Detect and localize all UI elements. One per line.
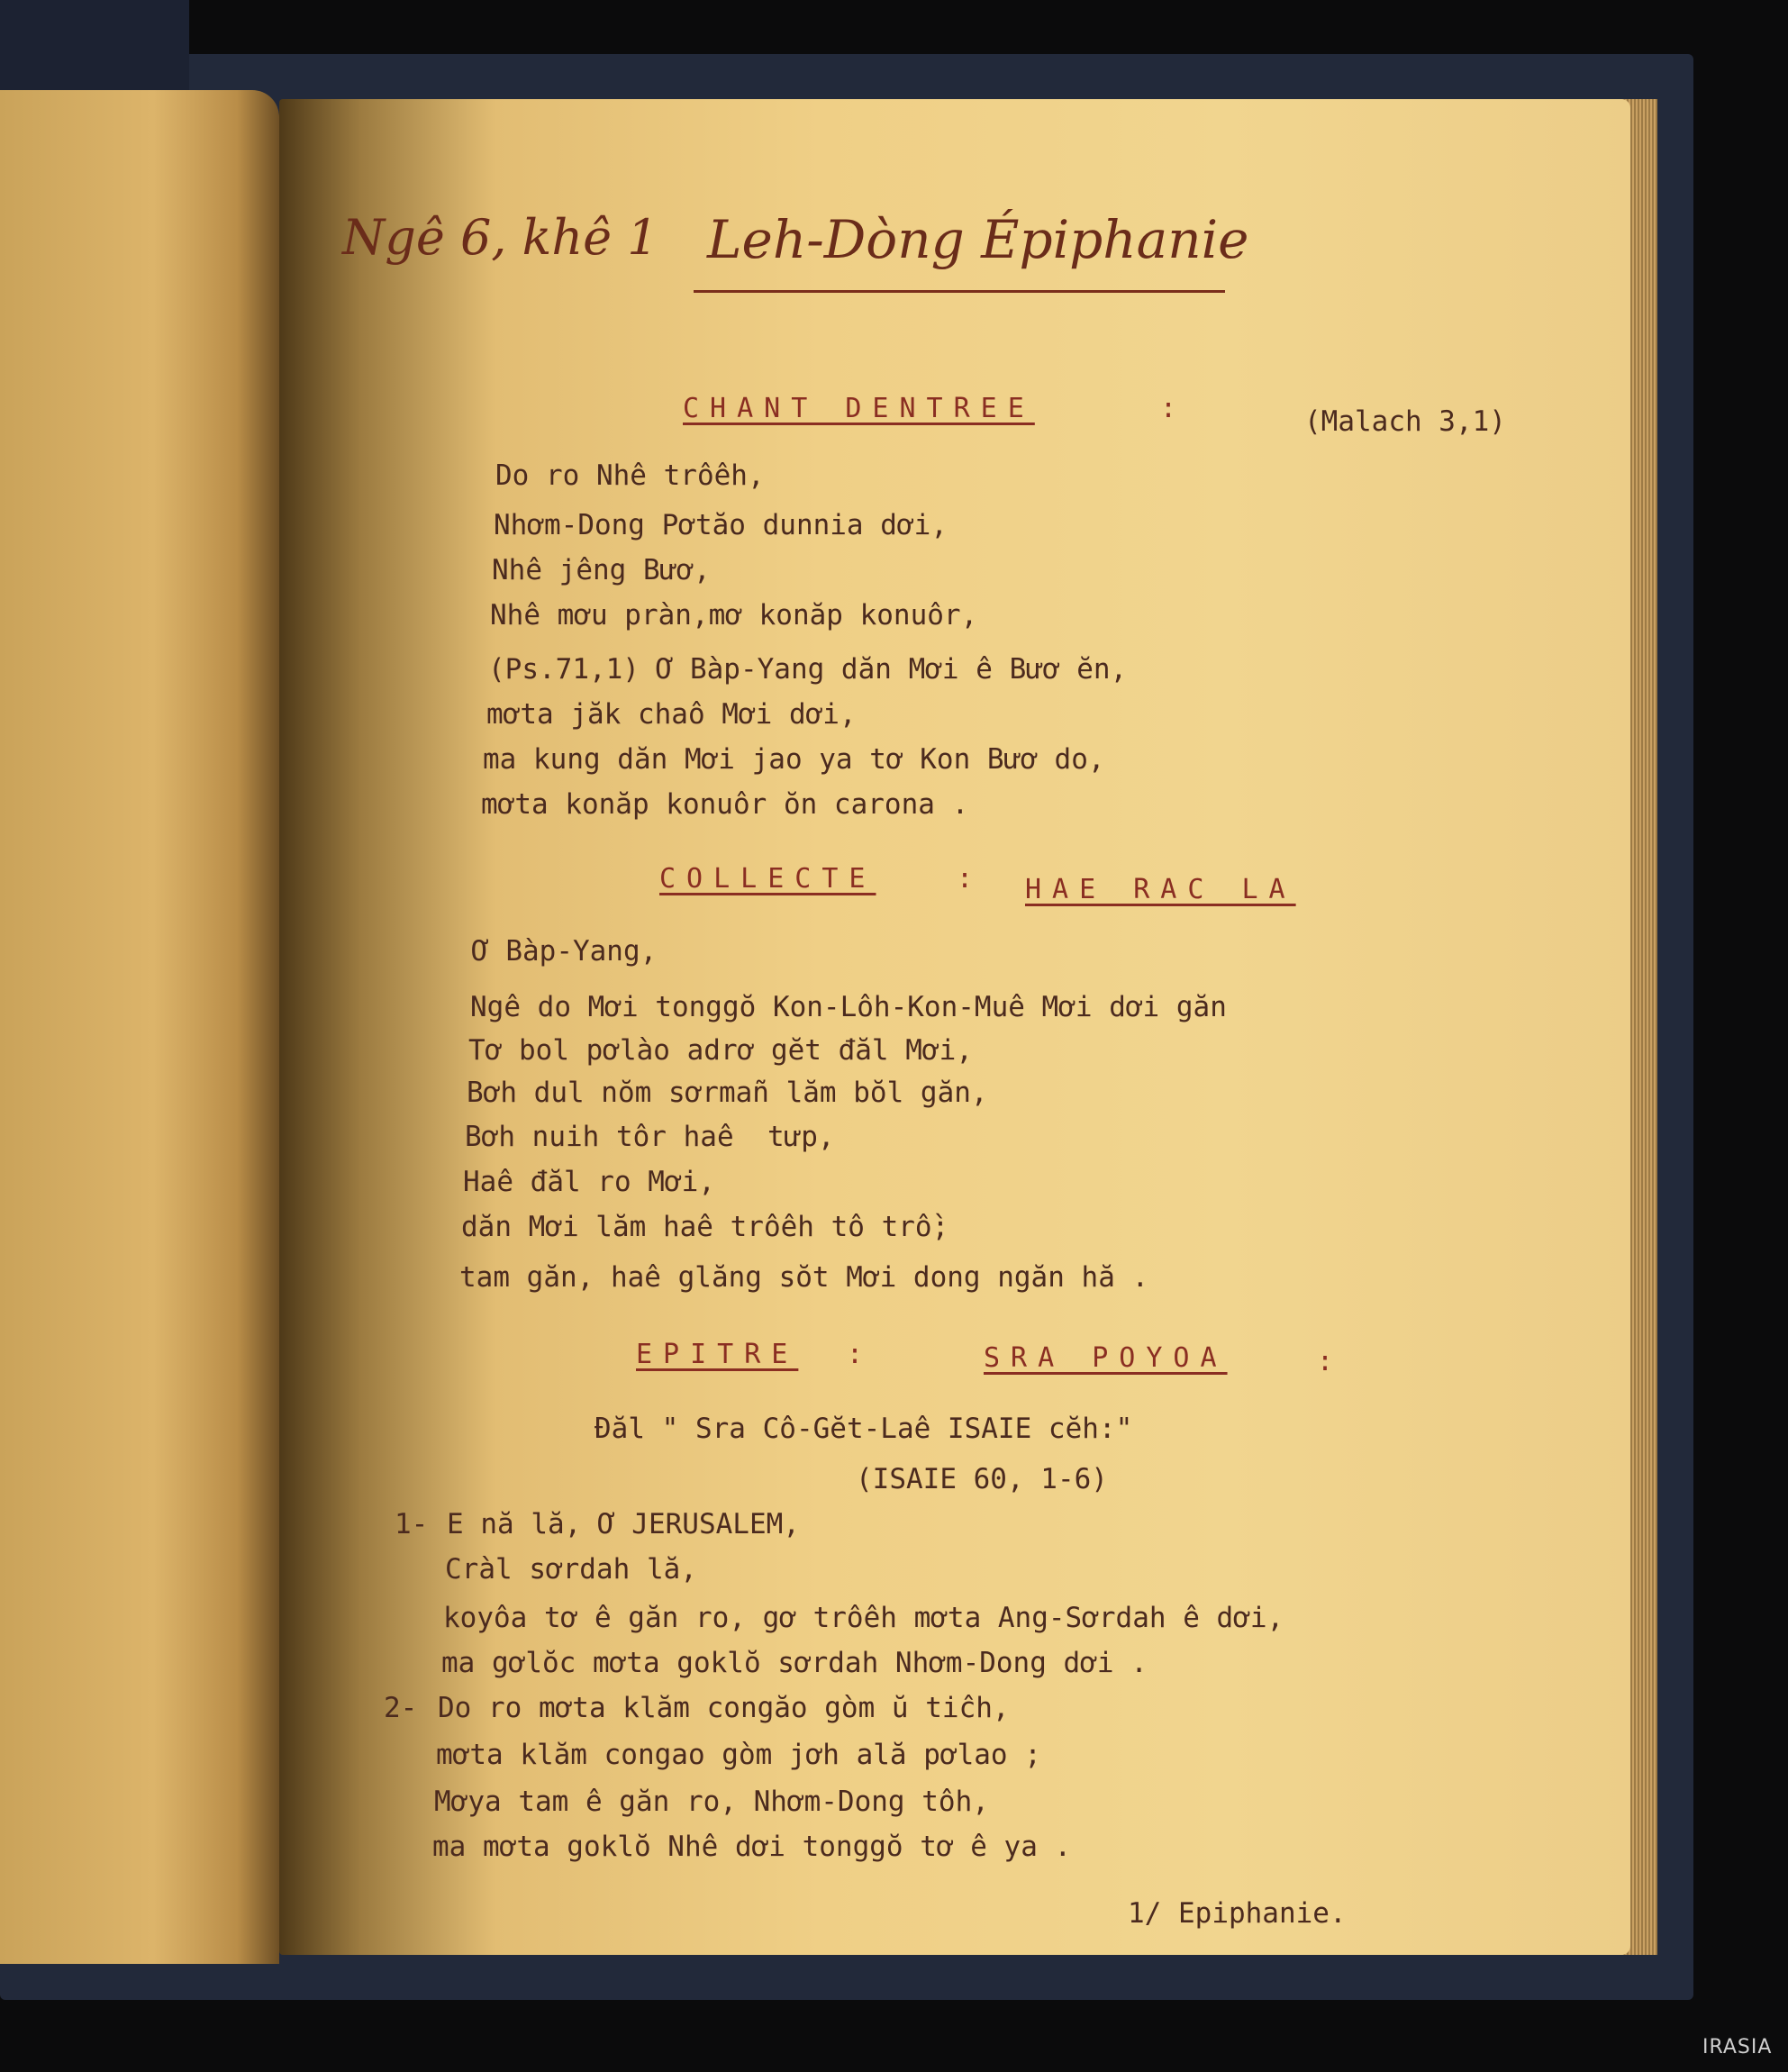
- epitre-heading: EPITRE: [636, 1339, 799, 1370]
- title-underline: [694, 290, 1225, 293]
- verse-line: ma gơlŏc mơta goklŏ sơrdah Nhơm-Dong dơi .: [441, 1647, 1148, 1679]
- epitre-colon-2: :: [1317, 1346, 1334, 1377]
- chant-line: Nhơm-Dong Pơtăo dunnia dơi,: [494, 509, 948, 541]
- collecte-line: Ngê do Mơi tonggŏ Kon-Lôh-Kon-Muê Mơi dơi găn: [470, 991, 1227, 1023]
- epitre-subheading: SRA POYOA: [984, 1342, 1228, 1374]
- verse-line: mơta klăm congao gòm jơh ală pơlao ;: [436, 1739, 1041, 1771]
- collecte-line: Haê đăl ro Mơi,: [463, 1166, 715, 1198]
- watermark: IRASIA: [1702, 2036, 1773, 2058]
- verse-line: Do ro mơta klăm congăo gòm ŭ tiĉh,: [438, 1692, 1010, 1724]
- collecte-line: Bơh nuih tôr haê tưp,: [465, 1121, 835, 1153]
- spine-shadow: [0, 0, 189, 90]
- verse-number: 2-: [384, 1692, 418, 1724]
- handwritten-note: Ngê 6, khê 1: [342, 209, 658, 266]
- epitre-reference: (ISAIE 60, 1-6): [856, 1463, 1108, 1495]
- chant-dentree-heading: CHANT DENTREE: [683, 393, 1035, 424]
- verse-line: E nă lă, Ơ JERUSALEM,: [447, 1508, 800, 1540]
- epitre-colon: :: [847, 1339, 864, 1370]
- collecte-heading: COLLECTE: [659, 863, 876, 895]
- verse-line: ma mơta goklŏ Nhê dơi tonggŏ tơ ê ya .: [432, 1831, 1072, 1863]
- chant-line: Nhê mơu pràn,mơ konăp konuôr,: [490, 599, 978, 632]
- collecte-line: Ơ Bàp-Yang,: [472, 935, 658, 968]
- chant-line: Do ro Nhê trôêh,: [495, 459, 765, 492]
- chant-line: mơta konăp konuôr ŏn carona .: [481, 788, 969, 821]
- verse-line: Cràl sơrdah lă,: [445, 1553, 697, 1586]
- handwritten-title: Leh-Dòng Épiphanie: [707, 209, 1249, 270]
- chant-line: (Ps.71,1) Ơ Bàp-Yang dăn Mơi ê Bươ ĕn,: [488, 653, 1128, 686]
- chant-dentree-reference: (Malach 3,1): [1304, 405, 1506, 438]
- left-page: [0, 90, 279, 1964]
- verse-line: Mơya tam ê găn ro, Nhơm-Dong tôh,: [434, 1786, 989, 1818]
- page-footer: 1/ Epiphanie.: [1128, 1897, 1347, 1930]
- collecte-line: dăn Mơi lăm haê trôêh tô trồ;: [461, 1211, 949, 1243]
- collecte-line: Tơ bol pơlào adrơ gĕt đăl Mơi,: [468, 1034, 973, 1067]
- chant-line: mơta jăk chaô Mơi dơi,: [486, 698, 857, 731]
- collecte-colon: :: [957, 863, 974, 895]
- collecte-subheading: HAE RAC LA: [1025, 874, 1296, 905]
- collecte-line: Bơh dul nŏm sơrmañ lăm bŏl găn,: [467, 1077, 988, 1109]
- verse-line: koyôa tơ ê găn ro, gơ trôêh mơta Ang-Sơrdah ê dơi,: [443, 1602, 1284, 1634]
- chant-line: Nhê jêng Bươ,: [492, 554, 711, 586]
- epitre-intro: Đăl " Sra Cô-Gĕt-Laê ISAIE cĕh:": [594, 1413, 1133, 1445]
- verse-number: 1-: [395, 1508, 429, 1540]
- chant-line: ma kung dăn Mơi jao ya tơ Kon Bươ do,: [483, 743, 1105, 776]
- collecte-line: tam găn, haê glăng sŏt Mơi dong ngăn hă .: [459, 1261, 1149, 1294]
- chant-dentree-colon: :: [1160, 393, 1177, 424]
